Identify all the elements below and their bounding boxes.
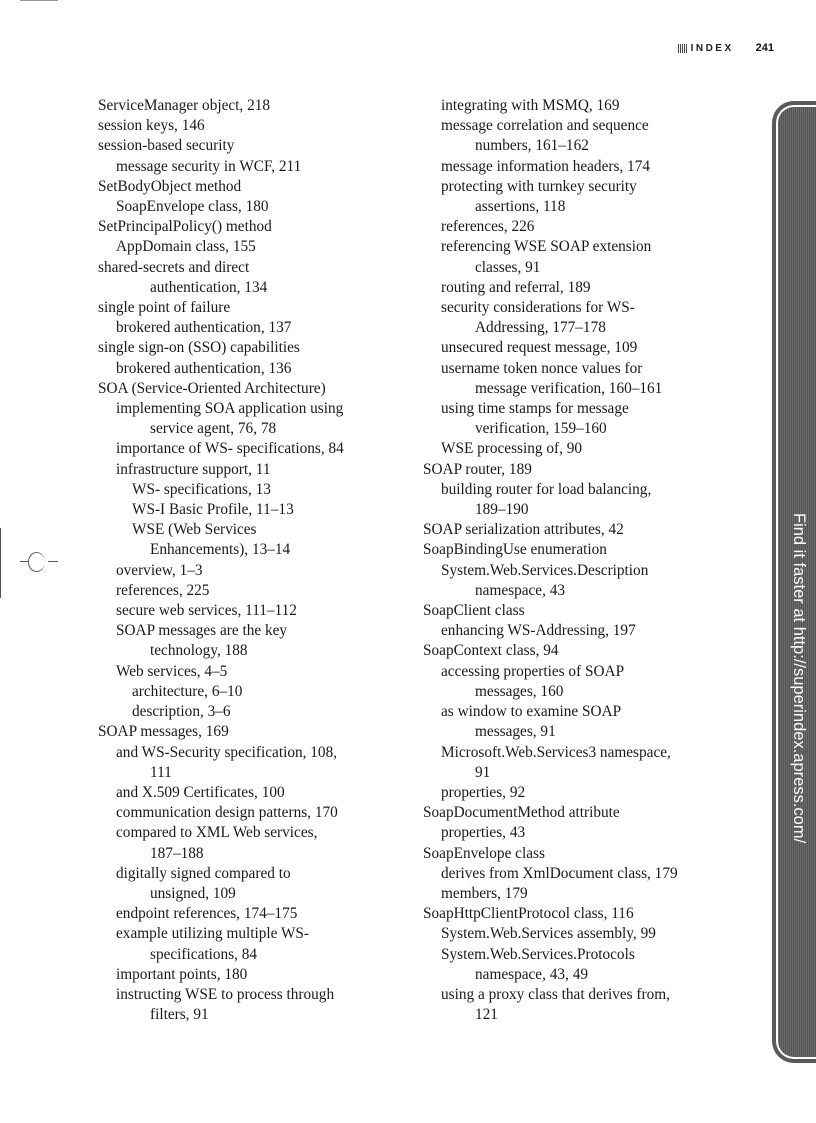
index-entry: implementing SOA application using [116,400,344,418]
index-entry: AppDomain class, 155 [116,238,256,256]
index-entry: session keys, 146 [98,117,205,135]
index-entry-continuation: technology, 188 [150,642,248,660]
index-entry: SoapBindingUse enumeration [423,541,607,559]
index-entry: SOAP router, 189 [423,460,532,478]
index-entry-continuation: filters, 91 [150,1006,209,1024]
index-column-left [98,96,398,1025]
index-entry: SetBodyObject method [98,177,242,195]
index-entry: WSE processing of, 90 [441,440,583,458]
index-entry: SetPrincipalPolicy() method [98,218,272,236]
index-entry: importance of WS- specifications, 84 [116,440,344,458]
index-entry: ServiceManager object, 218 [98,97,271,114]
index-entry: SoapHttpClientProtocol class, 116 [423,905,634,923]
index-entry-continuation: classes, 91 [475,258,541,276]
index-entry: and X.509 Certificates, 100 [116,783,285,801]
page-number: 241 [755,42,774,54]
index-column-right [423,96,728,1025]
index-entry-continuation: Addressing, 177–178 [475,319,606,337]
running-header [678,42,774,54]
index-entry: derives from XmlDocument class, 179 [441,864,678,882]
index-entry: references, 225 [116,581,210,599]
index-entry: single sign-on (SSO) capabilities [98,339,300,357]
index-entry: message information headers, 174 [441,157,650,175]
index-entry: session-based security [98,137,235,155]
index-entry: single point of failure [98,299,231,317]
index-entry: SOAP messages, 169 [98,723,229,741]
index-entry: properties, 92 [441,783,526,801]
index-entry-continuation: numbers, 161–162 [475,137,589,155]
index-entry: referencing WSE SOAP extension [441,238,652,256]
index-entry-continuation: verification, 159–160 [475,420,607,438]
index-entry: Microsoft.Web.Services3 namespace, [441,743,671,761]
index-entry: SoapEnvelope class [423,844,545,862]
index-entry: protecting with turnkey security [441,177,637,195]
index-entry-continuation: messages, 91 [475,723,556,741]
index-entry: username token nonce values for [441,359,643,377]
index-entry-continuation: Enhancements), 13–14 [150,541,291,559]
index-entry: instructing WSE to process through [116,985,335,1003]
index-entry: properties, 43 [441,824,526,842]
index-entry: WS- specifications, 13 [132,480,271,498]
index-entry: SoapClient class [423,602,525,620]
index-entry: SoapEnvelope class, 180 [116,198,269,216]
index-entry: secure web services, 111–112 [116,602,297,620]
index-entry: brokered authentication, 136 [116,359,292,377]
index-entry: building router for load balancing, [441,480,652,498]
index-entry: infrastructure support, 11 [116,460,271,478]
index-entry: and WS-Security specification, 108, [116,743,338,761]
index-entry: using a proxy class that derives from, [441,985,670,1003]
index-entry-continuation: message verification, 160–161 [475,379,663,397]
index-entry-continuation: service agent, 76, 78 [150,420,277,438]
section-marker-icon [678,44,687,53]
index-entry: important points, 180 [116,965,248,983]
thumb-tab [772,101,816,1063]
index-entry: digitally signed compared to [116,864,291,882]
index-entry: System.Web.Services assembly, 99 [441,925,656,943]
index-entry: SoapDocumentMethod attribute [423,804,620,822]
index-entry-continuation: namespace, 43 [475,581,566,599]
index-entry: compared to XML Web services, [116,824,318,842]
index-entry: WSE (Web Services [132,521,257,539]
index-entry-continuation: assertions, 118 [475,198,566,216]
index-entry: as window to examine SOAP [441,703,622,721]
index-entry: overview, 1–3 [116,561,203,579]
index-entry-continuation: messages, 160 [475,682,564,700]
top-rule [20,0,58,1]
index-entry: example utilizing multiple WS- [116,925,310,943]
index-entry-continuation: 189–190 [475,501,529,519]
index-entry-continuation: 187–188 [150,844,204,862]
section-title: INDEX [690,42,734,54]
index-entry-continuation: unsigned, 109 [150,884,236,902]
index-entry: Web services, 4–5 [116,662,228,680]
index-entry-continuation: authentication, 134 [150,278,268,296]
index-entry-continuation: specifications, 84 [150,945,258,963]
index-entry: SOAP serialization attributes, 42 [423,521,624,539]
index-entry: SOA (Service-Oriented Architecture) [98,379,326,397]
index-entry: accessing properties of SOAP [441,662,625,680]
thumb-tab-text: Find it faster at http://superindex.apress.com/ [790,513,808,844]
index-entry-continuation: 111 [150,763,172,781]
index-entry: communication design patterns, 170 [116,804,338,822]
index-entry: routing and referral, 189 [441,278,591,296]
index-entry: WS-I Basic Profile, 11–13 [132,501,294,519]
index-entry-continuation: namespace, 43, 49 [475,965,588,983]
index-entry: integrating with MSMQ, 169 [441,97,620,114]
index-entry-continuation: 121 [475,1006,498,1024]
index-entry: SoapContext class, 94 [423,642,559,660]
index-entry: message security in WCF, 211 [116,157,302,175]
index-entry: endpoint references, 174–175 [116,905,298,923]
binding-mark [0,528,60,598]
index-entry: references, 226 [441,218,535,236]
index-entry: architecture, 6–10 [132,682,243,700]
index-entry: members, 179 [441,884,528,902]
index-entry: using time stamps for message [441,400,629,418]
index-entry: brokered authentication, 137 [116,319,292,337]
index-entry: enhancing WS-Addressing, 197 [441,622,636,640]
index-entry-continuation: 91 [475,763,491,781]
index-entry: message correlation and sequence [441,117,649,135]
index-entry: unsecured request message, 109 [441,339,638,357]
index-entry: description, 3–6 [132,703,231,721]
index-entry: SOAP messages are the key [116,622,288,640]
index-entry: security considerations for WS- [441,299,635,317]
index-entry: shared-secrets and direct [98,258,250,276]
index-entry: System.Web.Services.Description [441,561,649,579]
index-entry: System.Web.Services.Protocols [441,945,635,963]
